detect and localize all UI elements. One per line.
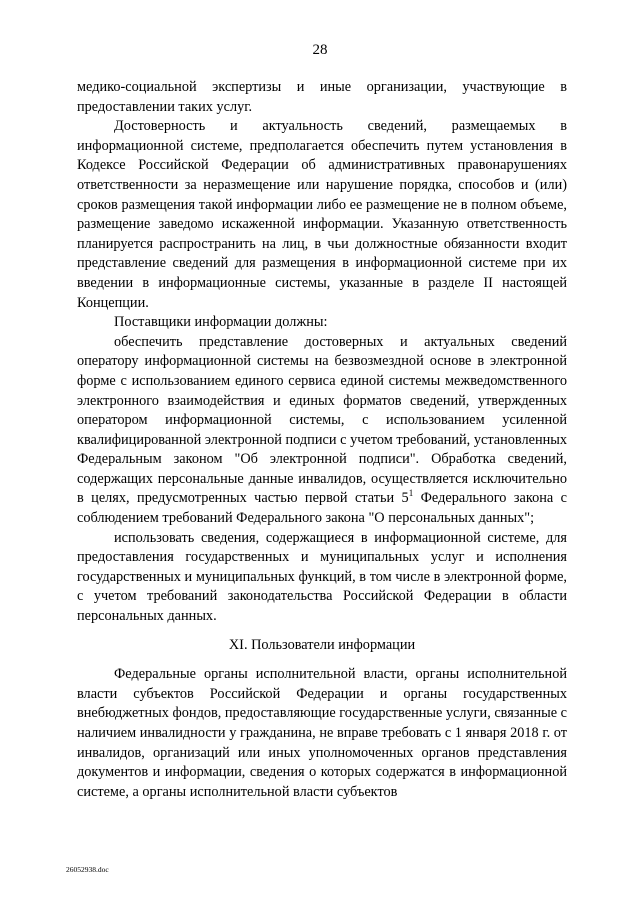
paragraph-reliability: Достоверность и актуальность сведений, размещаемых в информационной системе, предполагается обеспечить путем установления в Кодексе Российской Федерации об административных правонарушениях ответственности за неразмещение или нарушение порядка, способов и (или) сроков размещения такой информации либо ее размещение не в полном объеме, размещение заведомо искаженной информации. Указанную ответственность планируется распространить на лиц, в чьи должностные обязанности входит представление сведений для размещения в информационной системе при их введении в информационные системы, указанные в разделе II настоящей Концепции.: [77, 118, 567, 311]
page-number: 28: [312, 42, 328, 58]
file-name-footer: 26052938.doc: [66, 865, 109, 874]
section-heading: XI. Пользователи информации: [228, 636, 416, 653]
paragraph-suppliers-intro: Поставщики информации должны:: [114, 314, 328, 331]
paragraph-continuation: медико-социальной экспертизы и иные организации, участвующие в предоставлении таких услуг.: [77, 79, 567, 115]
obligation-1-text-b: Федерального закона с соблюдением требований Федерального закона "О персональных данных";: [77, 490, 567, 527]
document-body: [77, 78, 567, 802]
paragraph-users: Федеральные органы исполнительной власти, органы исполнительной власти субъектов Российской Федерации и органы государственных внебюджетных фондов, предоставляющие государственные услуги, связанные с наличием инвалидности у гражданина, не вправе требовать с 1 января 2018 г. от инвалидов, организаций или иных уполномоченных органов представления документов и информации, сведения о которых содержатся в информационной системе, а органы исполнительной власти субъектов: [77, 666, 567, 800]
obligation-1-text-a: обеспечить представление достоверных и актуальных сведений оператору информационной системы на безвозмездной основе в электронной форме с использованием единого сервиса единой системы межведомственного электронного взаимодействия и единых форматов сведений, утвержденных оператором информационной системы, с использованием усиленной квалифицированной электронной подписи с учетом требований, установленных Федеральным законом "Об электронной подписи". Обработка сведений, содержащих персональные данные инвалидов, осуществляется исключительно в целях, предусмотренных частью первой статьи 5: [77, 333, 567, 507]
paragraph-suppliers-obligation-2: использовать сведения, содержащиеся в информационной системе, для предоставления государственных и муниципальных услуг и исполнения государственных и муниципальных функций, в том числе в электронной форме, с учетом требований законодательства Российской Федерации в области персональных данных.: [77, 529, 567, 625]
article-superscript: 1: [408, 488, 414, 499]
paragraph-suppliers-obligation-1: [77, 333, 567, 529]
